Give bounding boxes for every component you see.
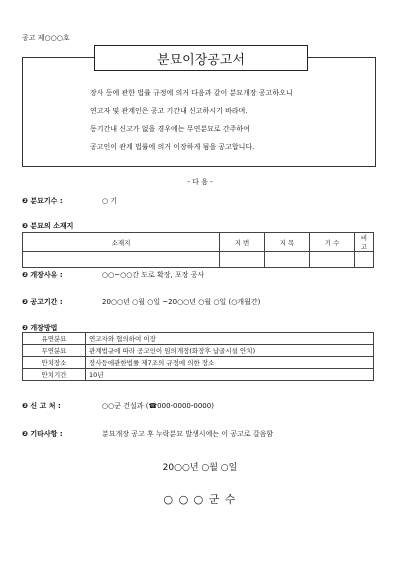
table-row [23, 345, 374, 357]
grave-count-value: ○ 기 [102, 197, 118, 205]
location-cell [310, 252, 355, 268]
relocation-value: 장사등에관한법률 제7조의 규정에 의한 장소 [86, 357, 374, 369]
relocation-key: 안치기간 [23, 369, 86, 381]
location-cell [23, 252, 220, 268]
location-header: 기 수 [310, 233, 355, 252]
location-cell [265, 252, 310, 268]
reason-value: ○○~○○간 도로 확장, 포장 공사 [102, 271, 205, 279]
location-header: 비 고 [355, 233, 374, 252]
notice-number: 공고 제○○○호 [22, 34, 70, 42]
report-label: 신 고 처 : [30, 402, 61, 410]
bullet-icon: ❷ [22, 271, 28, 279]
period-label: 공고기간 : [30, 298, 63, 306]
relocation-value: 관계법규에 따라 공고인이 임의개장(화장후 납골시설 안치) [86, 345, 374, 357]
other-row [22, 429, 63, 439]
body-line-4: 공고인이 관계 법률에 의거 이장하게 됨을 공고합니다. [90, 143, 255, 151]
bullet-icon: ❷ [22, 298, 28, 306]
grave-count-label: 분묘기수 : [30, 197, 63, 205]
grave-count-row [22, 196, 63, 206]
location-header: 지 목 [265, 233, 310, 252]
table-row [23, 357, 374, 369]
issue-date: 20○○년 ○월 ○일 [162, 463, 238, 473]
table-row [23, 333, 374, 345]
reason-row [22, 270, 63, 280]
location-table [22, 232, 374, 268]
document-title: 분묘이장공고서 [94, 45, 308, 71]
table-row [23, 369, 374, 381]
relocation-table [22, 332, 374, 381]
bullet-icon: ❷ [22, 197, 28, 205]
location-header-row [23, 233, 374, 252]
location-section [22, 221, 73, 231]
relocation-key: 유연분묘 [23, 333, 86, 345]
body-line-2: 연고자 및 관계인은 공고 기간내 신고하시기 바라며. [90, 107, 248, 115]
period-value: 20○○년 ○월 ○일 ~20○○년 ○월 ○일 (○개월간) [102, 298, 261, 306]
other-value: 분묘개장 공고 후 누락분묘 발생시에는 이 공고로 갈음함 [102, 430, 274, 438]
bullet-icon: ❷ [22, 402, 28, 410]
bullet-icon: ❷ [22, 430, 28, 438]
reason-label: 개장사유 : [30, 271, 63, 279]
period-row [22, 297, 63, 307]
location-header: 지 번 [220, 233, 265, 252]
bullet-icon: ❷ [22, 324, 28, 332]
location-cell [220, 252, 265, 268]
relocation-key: 무연분묘 [23, 345, 86, 357]
report-row [22, 401, 61, 411]
location-header: 소재지 [23, 233, 220, 252]
location-label: 분묘의 소재지 [30, 222, 74, 230]
relocation-label: 개장방법 [30, 324, 58, 332]
relocation-value: 10년 [86, 369, 374, 381]
da-eum-heading: - 다 음 - [187, 178, 213, 186]
relocation-key: 안치장소 [23, 357, 86, 369]
body-line-3: 동기간내 신고가 없을 경우에는 무연분묘로 간주하여 [90, 125, 250, 133]
report-value: ○○군 건설과 (☎000-0000-0000) [102, 402, 214, 410]
bullet-icon: ❷ [22, 222, 28, 230]
other-label: 기타사항 : [30, 430, 63, 438]
location-cell [355, 252, 374, 268]
relocation-value: 연고자와 협의하여 이장 [86, 333, 374, 345]
signatory: ○ ○ ○ 군 수 [163, 493, 237, 506]
table-row [23, 252, 374, 268]
body-line-1: 장사 등에 관한 법률 규정에 의거 다음과 같이 분묘개장 공고하오니 [90, 89, 293, 97]
